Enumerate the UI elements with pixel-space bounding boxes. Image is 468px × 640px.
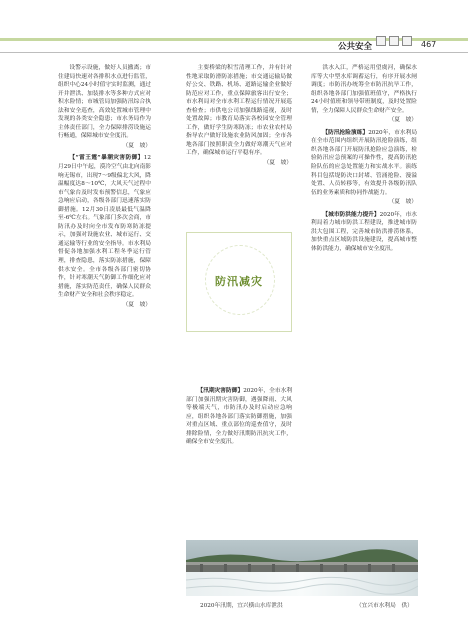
photo-illustration [186,540,418,596]
header-thumbnail-2 [389,36,399,46]
section-banner [186,232,292,332]
source-credit: （夏 坡） [263,160,292,167]
paragraph: 2020年，市水利局着力城市防洪工程建设，推进城市防洪大包围工程，完善城市防洪排涝体系，加快重点区域防洪设施建设，提高城市整体防洪能力，确保城市安全度汛。 [311,211,417,252]
article-heading: 【“雷王霆”暴潮灾害防御】 [69,155,144,162]
page-number: 467 [421,40,437,49]
paragraph: 12月29日中午起，漠冷空气由北向南影响无锡市，出现7～9级偏北大风，降温幅度达8～10℃，大风天气过程中市气象台及时发布预警信息，气象应急响应启动，各级各部门迅速落实防御措施。12月30日凌晨最低气温降至-6℃左右。气象部门多次会商，市防汛办及时向全市发布防寒防冻提示，加强对设施农业、城市运行、交通运输等行业的安全指导。市水利局督促各地加强水利工程冬季运行管理，排查隐患，落实防冻措施，保障供水安全。全市各级各部门密切协作，针对寒潮天气防御工作细化应对措施，落实防范责任，确保人民群众生命财产安全和社会秩序稳定。 [58,155,151,299]
paragraph: 设警示设施，做好人员撤离；市住建局快速对各排积水点进行监管，组织中心24小时值守实时监测，通过开井泄洪、加装排水等多种方式应对积水险情；市城管局加强防汛综合执法和安全巡查，高效处置城市管理中发现的各类安全隐患；市水务局作为主体责任部门，全力保障排涝设施运行畅通，保障城市安全度汛。 [58,65,151,140]
text-column-1 [58,64,151,584]
photo-caption: 2020年汛期，宜兴横山水库泄洪 [200,603,283,609]
article-heading: 【防汛抢险演练】 [322,129,369,136]
article-heading: 【城市防洪能力提升】 [322,211,380,218]
reservoir-spillway-photo [186,540,418,596]
header-thumbnail-3 [402,36,412,46]
source-credit: （夏 坡） [388,117,417,124]
paragraph: 洪水入江，严格运用望虞河，确保水库等大中型水库调蓄运行，有序开展水闸调度；市防汛办统筹全市防汛抗旱工作，组织各地各部门加强值班值守，严格执行24小时值班和领导带班制度，及时处置险情，全力保障人民群众生命财产安全。 [311,65,417,114]
page-header [0,0,468,62]
text-column-2-lower [186,387,292,537]
section-title: 公共安全 [338,42,373,52]
source-credit: （夏 坡） [388,199,417,206]
text-column-3 [311,64,417,584]
header-thumbnail-1 [376,36,386,46]
banner-label: 防汛减灾 [215,275,263,288]
source-credit: （夏 坡） [122,142,151,149]
header-rule [0,52,468,53]
paragraph: 主要桥梁的积雪清理工作，并有针对性地采取防滑防冻措施；市交通运输局做好公交、铁路、机场、道路运输企业做好防范应对工作，重点保障旅客出行安全；市水利局对全市水利工程运行情况开展巡查检查；市供电公司加强线路巡视，及时处置故障；市教育局落实各校园安全管理工作，做好学生防寒防冻；市农业农村局指导农户做好设施农业防风加固；全市各地各部门按照职责全力做好寒潮天气应对工作，确保城市运行平稳有序。 [186,65,292,157]
paragraph: 2020年，市水利局在全市范围内组织开展防汛抢险演练，组织各地各部门开展防汛抢险应急演练，检验防汛应急预案的可操作性，提高防汛抢险队伍的应急处置能力和实战水平。演练科目包括堤防决口封堵、管涌抢险、漫溢处置、人员转移等，有效提升各级防汛队伍的业务素质和协同作战能力。 [311,129,418,196]
article-heading: 【汛期灾害防御】 [197,388,244,394]
paragraph: 2020年，全市水利部门加强汛期灾害防御，遇强降雨、大风等极端天气，市防汛办及时启动应急响应，组织各地各部门落实防御措施，加强对重点区域、重点部位的巡查值守，及时排除险情，全力做好汛期防汛抗灾工作，确保全市安全度汛。 [186,388,293,446]
source-credit: （夏 坡） [122,301,151,308]
photo-credit: （宜兴市水利局 供） [356,603,413,609]
